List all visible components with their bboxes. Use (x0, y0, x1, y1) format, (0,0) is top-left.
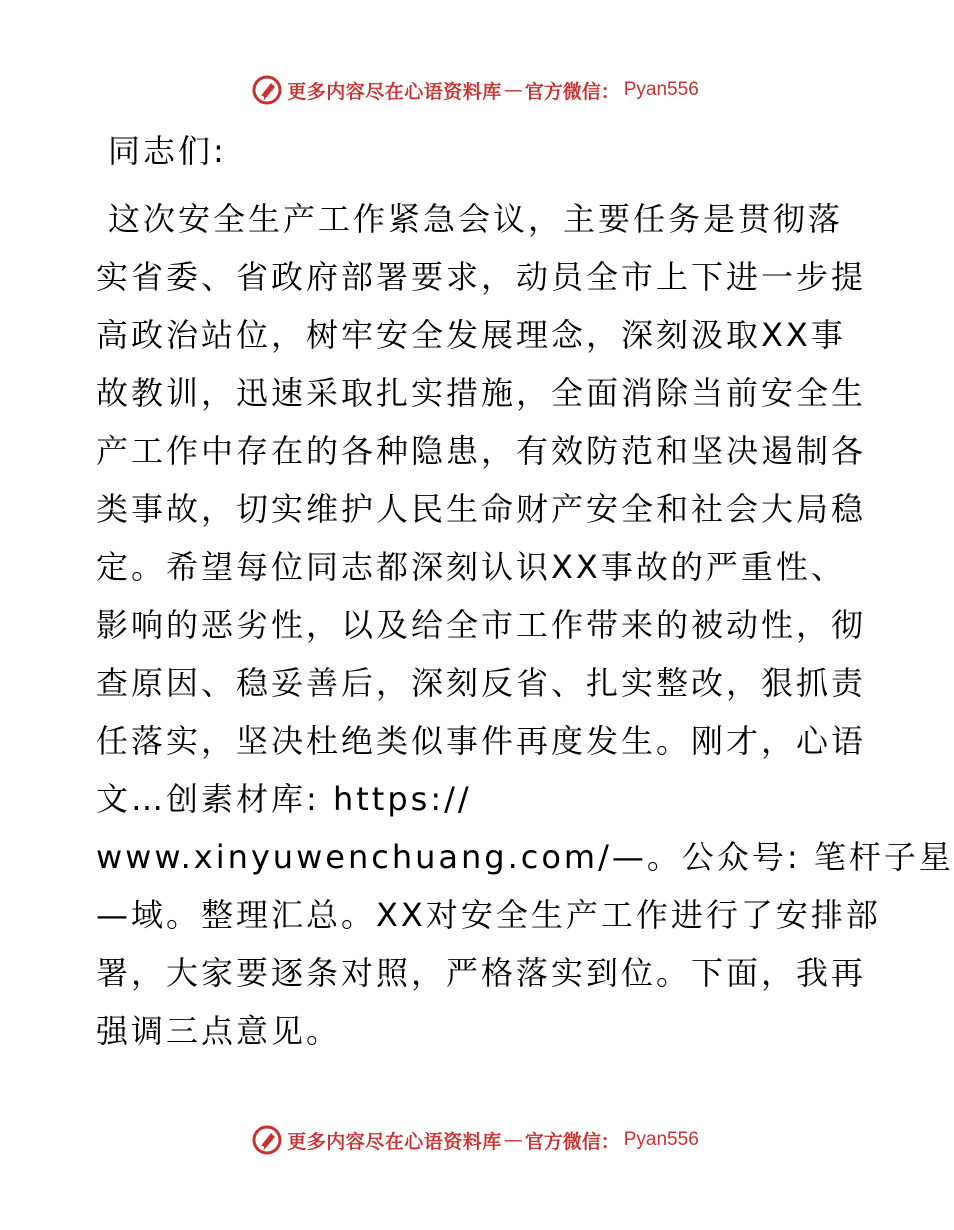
banner-wechat-label: 官方微信： (524, 1130, 620, 1153)
pen-nib-logo-icon (251, 74, 283, 106)
paragraph-line: 故教训，迅速采取扎实措施，全面消除当前安全生 (96, 374, 867, 412)
paragraph-line: www.xinyuwenchuang.com/—。公众号: 笔杆子星 (96, 838, 954, 876)
banner-wechat-id: Pyan556 (623, 79, 699, 100)
paragraph-line: 任落实，坚决杜绝类似事件再度发生。刚才，心语 (96, 722, 867, 760)
banner-text: 更多内容尽在心语资料库 (287, 80, 502, 103)
paragraph-line: —域。整理汇总。XX对安全生产工作进行了安排部 (96, 896, 881, 934)
document-body (96, 122, 954, 1060)
header-banner (0, 70, 950, 110)
paragraph-line: 影响的恶劣性，以及给全市工作带来的被动性，彻 (96, 606, 867, 644)
paragraph-line: 产工作中存在的各种隐患，有效防范和坚决遏制各 (96, 432, 867, 470)
pen-nib-logo-icon (251, 1124, 283, 1156)
banner-separator: — (503, 1129, 523, 1151)
paragraph-line: 查原因、稳妥善后，深刻反省、扎实整改，狠抓责 (96, 664, 867, 702)
banner-wechat-id: Pyan556 (623, 1129, 699, 1150)
banner-text: 更多内容尽在心语资料库 (287, 1130, 502, 1153)
paragraph-line: 这次安全生产工作紧急会议，主要任务是贯彻落 (108, 200, 844, 238)
paragraph-line: 强调三点意见。 (96, 1012, 342, 1050)
paragraph-line: 署，大家要逐条对照，严格落实到位。下面，我再 (96, 954, 867, 992)
footer-banner (0, 1120, 950, 1160)
paragraph-line: 类事故，切实维护人民生命财产安全和社会大局稳 (96, 490, 867, 528)
paragraph-line: 文…创素材库: https:// (96, 780, 472, 818)
paragraph-line: 定。希望每位同志都深刻认识XX事故的严重性、 (96, 548, 846, 586)
paragraph-line: 高政治站位，树牢安全发展理念，深刻汲取XX事 (96, 316, 846, 354)
greeting: 同志们: (108, 132, 227, 170)
banner-wechat-label: 官方微信： (524, 80, 620, 103)
paragraph-line: 实省委、省政府部署要求，动员全市上下进一步提 (96, 258, 867, 296)
banner-separator: — (503, 79, 523, 101)
